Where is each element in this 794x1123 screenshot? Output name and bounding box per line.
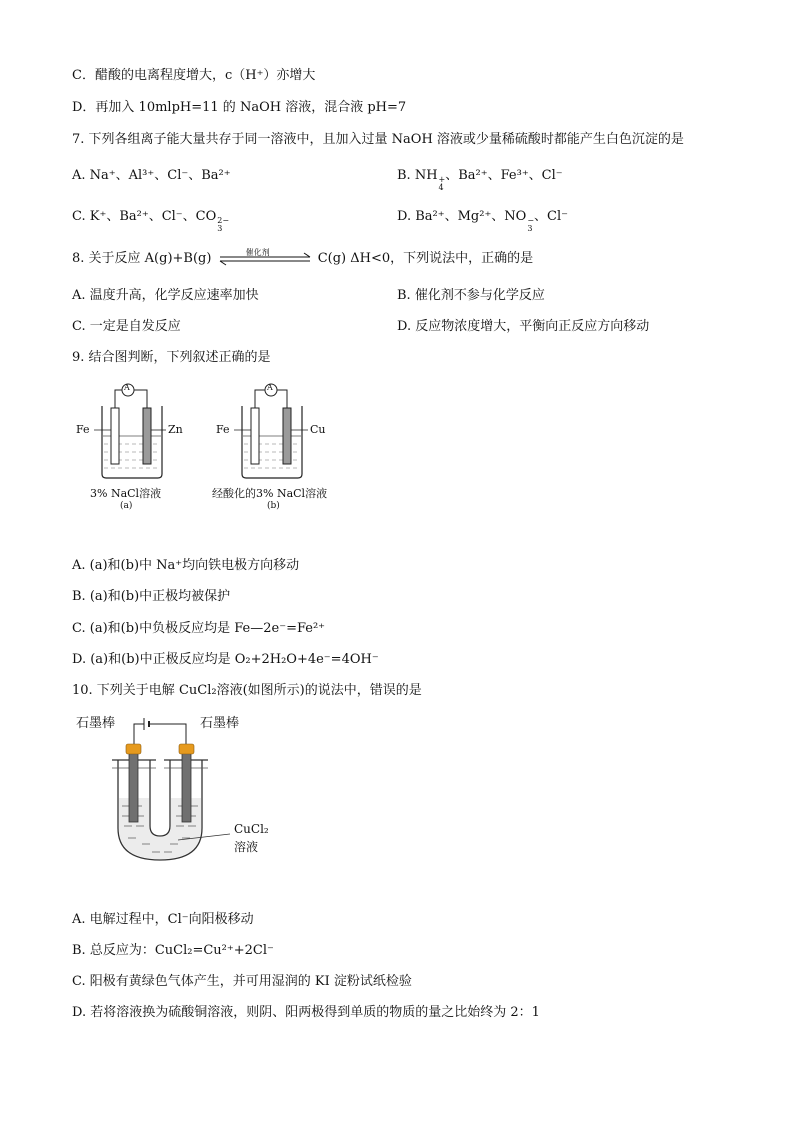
q10-option-d: D. 若将溶液换为硫酸铜溶液，则阴、阳两极得到单质的物质的量之比始终为 2：1 [72,1005,540,1020]
q8-option-a: A. 温度升高，化学反应速率加快 [72,288,259,303]
q8-option-c: C. 一定是自发反应 [72,319,181,334]
graphite-rod-label-left: 石墨棒 [76,716,116,731]
meter-label: A [124,383,130,392]
figure-tag: (b) [267,501,280,511]
q9-option-a: A. (a)和(b)中 Na⁺均向铁电极方向移动 [72,558,300,573]
electrolysis-u-tube-figure [72,708,292,878]
q10-option-b: B. 总反应为：CuCl₂=Cu²⁺+2Cl⁻ [72,943,274,958]
solution-word-label: 溶液 [234,840,259,854]
solution-label: 经酸化的3% NaCl溶液 [212,487,328,500]
electrode-label-fe: Fe [216,423,230,436]
q9-option-d: D. (a)和(b)中正极反应均是 O₂+2H₂O+4e⁻=4OH⁻ [72,652,379,667]
q9-option-c: C. (a)和(b)中负极反应均是 Fe—2e⁻=Fe²⁺ [72,621,326,636]
q7-stem: 7. 下列各组离子能大量共存于同一溶液中，且加入过量 NaOH 溶液或少量稀硫酸时都能产生白色沉淀的是 [72,132,684,147]
solution-formula-label: CuCl₂ [234,822,269,836]
q8-option-b: B. 催化剂不参与化学反应 [397,288,545,303]
q6-option-c: C．醋酸的电离程度增大，c（H⁺）亦增大 [72,68,316,83]
electrode-label-cu: Cu [310,423,326,436]
reversible-arrow: 催化剂 [216,250,314,268]
q9-option-b: B. (a)和(b)中正极均被保护 [72,589,231,604]
q6-option-d: D．再加入 10mlpH=11 的 NaOH 溶液，混合液 pH=7 [72,100,407,115]
q7-option-a: A. Na⁺、Al³⁺、Cl⁻、Ba²⁺ [72,168,231,183]
q9-stem: 9. 结合图判断，下列叙述正确的是 [72,350,271,365]
galvanic-cell-figure-a [72,378,202,518]
solution-label: 3% NaCl溶液 [90,487,162,500]
q10-option-a: A. 电解过程中，Cl⁻向阳极移动 [72,912,254,927]
figure-tag: (a) [120,501,133,511]
q8-option-d: D. 反应物浓度增大，平衡向正反应方向移动 [397,319,650,334]
electrode-label-fe: Fe [76,423,90,436]
galvanic-cell-figure-b [210,378,350,518]
q10-option-c: C. 阳极有黄绿色气体产生，并可用湿润的 KI 淀粉试纸检验 [72,974,412,989]
graphite-rod-label-right: 石墨棒 [200,716,240,731]
electrode-label-zn: Zn [168,423,183,436]
q10-stem: 10. 下列关于电解 CuCl₂溶液(如图所示)的说法中，错误的是 [72,683,422,698]
q7-option-c: C. K⁺、Ba²⁺、Cl⁻、CO 2− 3 [72,209,230,233]
meter-label: A [267,383,273,392]
q7-option-d: D. Ba²⁺、Mg²⁺、NO − 3 、Cl⁻ [397,209,569,233]
q8-stem: 8. 关于反应 A(g)+B(g) 催化剂 C(g) ΔH<0，下列说法中，正确的是 [72,248,534,266]
q7-option-b: B. NH + 4 、Ba²⁺、Fe³⁺、Cl⁻ [397,168,563,192]
